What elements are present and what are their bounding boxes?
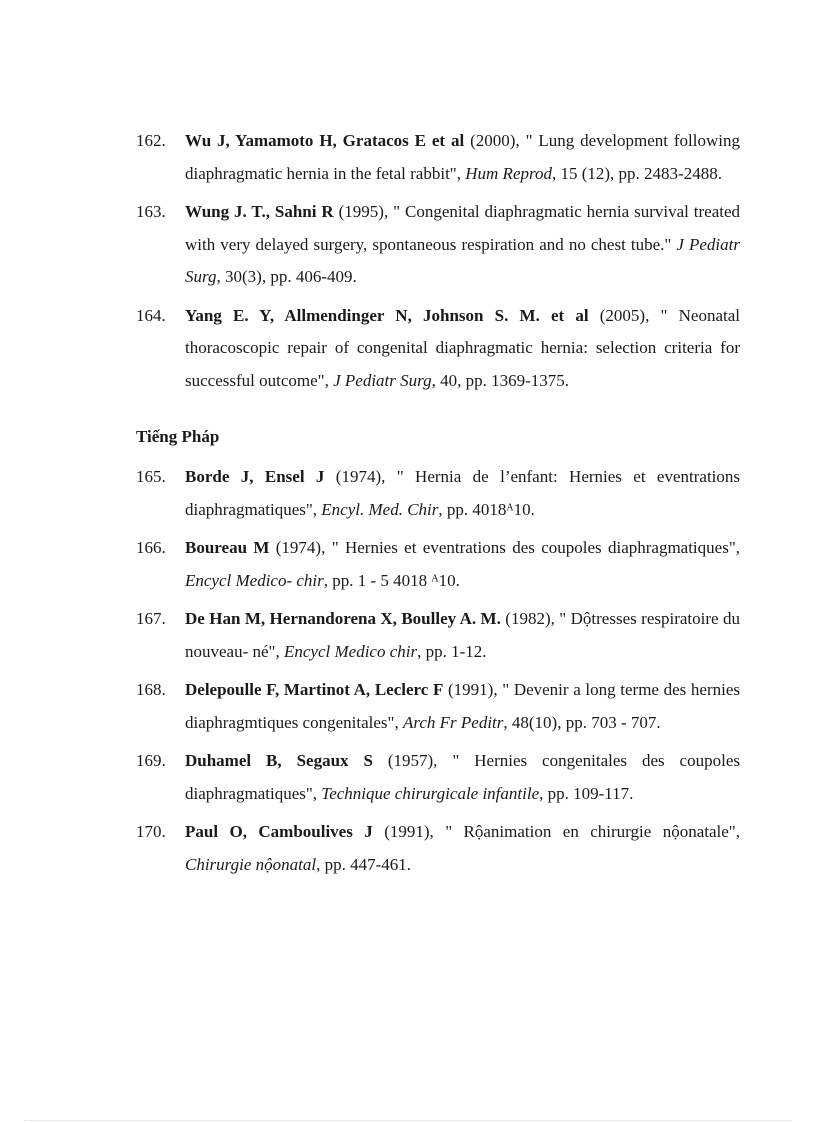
reference-item bbox=[136, 300, 740, 398]
reference-item bbox=[136, 603, 740, 668]
reference-year: (1982), bbox=[505, 609, 555, 628]
reference-year: (1991), bbox=[384, 822, 434, 841]
reference-list bbox=[136, 125, 740, 887]
reference-item bbox=[136, 125, 740, 190]
reference-number: 170. bbox=[136, 822, 166, 841]
reference-authors: Yang E. Y, Allmendinger N, Johnson S. M. et al bbox=[185, 305, 589, 325]
reference-journal: Encyl. Med. Chir bbox=[321, 499, 439, 519]
reference-details: , 40, pp. 1369-1375. bbox=[431, 370, 570, 390]
reference-number: 164. bbox=[136, 305, 166, 325]
reference-year: (2005), bbox=[599, 305, 650, 325]
reference-journal: Encycl Medico chir bbox=[284, 641, 418, 661]
reference-year: (1974), bbox=[335, 467, 386, 486]
reference-details: , pp. 109-117. bbox=[539, 783, 634, 803]
reference-journal: J Pediatr Surg bbox=[185, 234, 740, 286]
reference-journal: Hum Reprod bbox=[465, 163, 552, 183]
reference-title: " Dộtresses respiratoire du nouveau- né", bbox=[185, 609, 740, 661]
reference-title: " Rộanimation en chirurgie nộonatale", bbox=[445, 822, 740, 841]
reference-journal: Technique chirurgicale infantile bbox=[321, 783, 540, 803]
reference-title: " Neonatal thoracoscopic repair of congenital diaphragmatic hernia: selection criteria for successful outcome", bbox=[185, 305, 740, 390]
reference-title: " Devenir a long terme des hernies diaphragmtiques congenitales", bbox=[185, 680, 741, 732]
reference-details: , pp. 1-12. bbox=[417, 641, 487, 661]
reference-authors: De Han M, Hernandorena X, Boulley A. M. bbox=[185, 609, 501, 628]
reference-item bbox=[136, 674, 740, 739]
reference-details: , 15 (12), pp. 2483-2488. bbox=[551, 163, 722, 183]
reference-number: 169. bbox=[136, 751, 166, 770]
reference-journal: Arch Fr Peditr bbox=[402, 712, 504, 732]
reference-details: , pp. 4018ᴬ10. bbox=[438, 499, 535, 519]
reference-year: (1991), bbox=[448, 680, 498, 699]
reference-authors: Duhamel B, Segaux S bbox=[185, 751, 373, 770]
reference-year: (1995), bbox=[338, 202, 389, 221]
reference-year: (1957), bbox=[387, 751, 438, 770]
reference-title: " Congenital diaphragmatic hernia survival treated with very delayed surgery, spontaneous respiration and no chest tube." bbox=[185, 202, 741, 254]
reference-number: 162. bbox=[136, 131, 166, 150]
reference-authors: Boureau M bbox=[185, 538, 270, 557]
reference-authors: Wu J, Yamamoto H, Gratacos E et al bbox=[185, 131, 465, 150]
reference-item bbox=[136, 461, 740, 526]
reference-item bbox=[136, 196, 740, 294]
reference-authors: Paul O, Camboulives J bbox=[185, 822, 373, 841]
reference-authors: Borde J, Ensel J bbox=[185, 467, 325, 486]
reference-year: (1974), bbox=[275, 538, 326, 557]
reference-authors: Wung J. T., Sahni R bbox=[185, 202, 334, 221]
reference-number: 163. bbox=[136, 202, 166, 221]
reference-number: 165. bbox=[136, 467, 166, 486]
reference-details: , 48(10), pp. 703 - 707. bbox=[503, 712, 661, 732]
reference-number: 168. bbox=[136, 680, 166, 699]
reference-details: , pp. 447-461. bbox=[316, 854, 412, 874]
reference-item bbox=[136, 745, 740, 810]
reference-journal: Chirurgie nộonatal bbox=[185, 854, 317, 874]
reference-journal: J Pediatr Surg bbox=[333, 370, 432, 390]
reference-authors: Delepoulle F, Martinot A, Leclerc F bbox=[185, 680, 444, 699]
reference-number: 166. bbox=[136, 538, 166, 557]
reference-item bbox=[136, 532, 740, 597]
reference-title: " Hernies et eventrations des coupoles diaphragmatiques", bbox=[331, 538, 741, 557]
reference-year: (2000), bbox=[470, 131, 520, 150]
reference-title: " Lung development following diaphragmatic hernia in the fetal rabbit", bbox=[185, 131, 740, 183]
reference-title: " Hernia de l’enfant: Hernies et eventrations diaphragmatiques", bbox=[185, 467, 741, 519]
section-heading: Tiếng Pháp bbox=[136, 427, 220, 446]
reference-item bbox=[136, 816, 740, 881]
reference-details: , pp. 1 - 5 4018 ᴬ10. bbox=[323, 570, 460, 590]
page-bottom-border bbox=[24, 1120, 792, 1121]
reference-details: , 30(3), pp. 406-409. bbox=[216, 267, 357, 286]
reference-journal: Encycl Medico- chir bbox=[185, 570, 324, 590]
reference-number: 167. bbox=[136, 609, 166, 628]
reference-title: " Hernies congenitales des coupoles diaphragmatiques", bbox=[185, 751, 740, 803]
